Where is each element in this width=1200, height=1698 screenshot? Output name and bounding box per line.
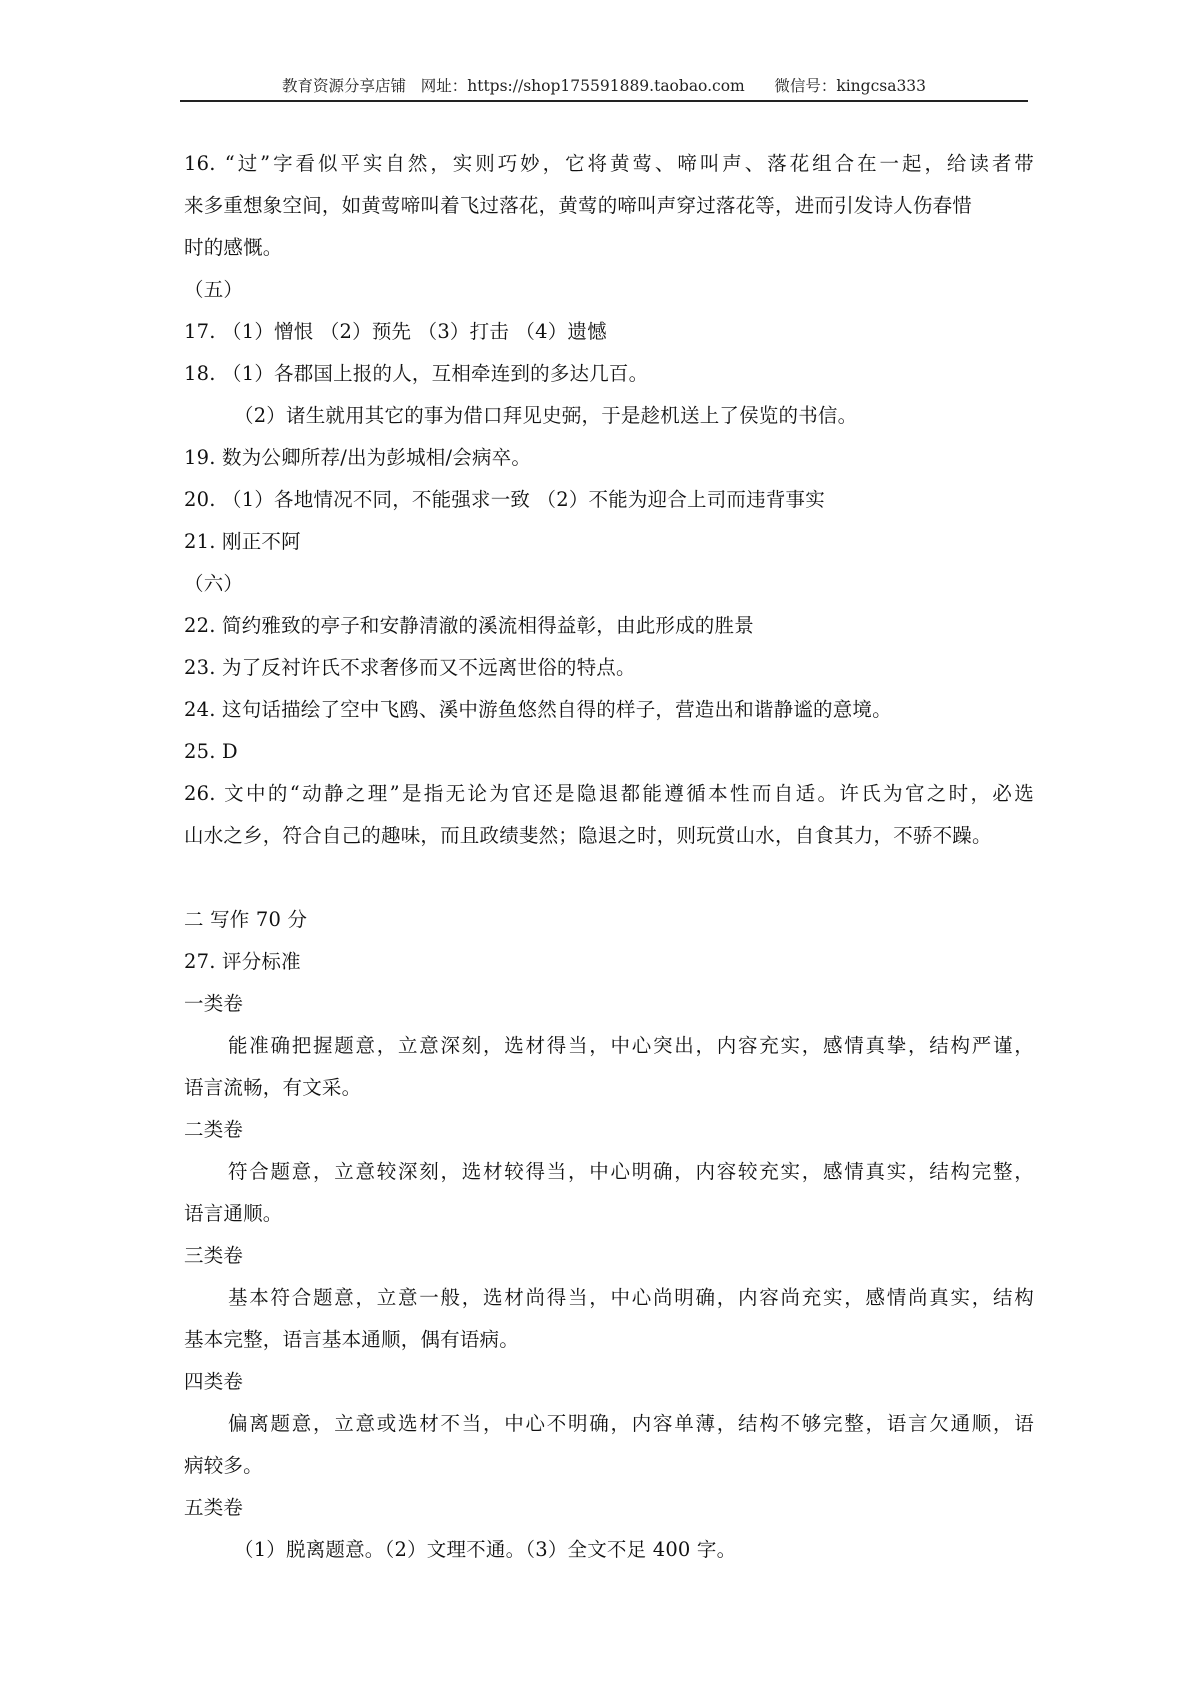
- document-body: [184, 143, 1034, 1571]
- grade-1-line-1: 能准确把握题意，立意深刻，选材得当，中心突出，内容充实，感情真挚，结构严谨，: [228, 1034, 1034, 1057]
- grade-5-line-1: （1）脱离题意。（2）文理不通。（3）全文不足 400 字。: [234, 1538, 737, 1561]
- grade-3-line-2: 基本完整，语言基本通顺，偶有语病。: [184, 1328, 519, 1351]
- answer-24: 24. 这句话描绘了空中飞鸥、溪中游鱼悠然自得的样子，营造出和谐静谧的意境。: [184, 698, 892, 721]
- answer-23: 23. 为了反衬许氏不求奢侈而又不远离世俗的特点。: [184, 656, 636, 679]
- writing-section-heading: 二 写作 70 分: [184, 908, 308, 931]
- grade-4-heading: 四类卷: [184, 1370, 244, 1393]
- grade-4-line-1: 偏离题意，立意或选材不当，中心不明确，内容单薄，结构不够完整，语言欠通顺，语: [228, 1412, 1034, 1435]
- blank-spacer: [184, 857, 1034, 899]
- answer-16-line-2: 来多重想象空间，如黄莺啼叫着飞过落花，黄莺的啼叫声穿过落花等，进而引发诗人伤春惜: [184, 194, 973, 217]
- grade-2-heading: 二类卷: [184, 1118, 244, 1141]
- grade-5-heading: 五类卷: [184, 1496, 244, 1519]
- answer-16-line-3: 时的感慨。: [184, 236, 283, 259]
- answer-18-line-2: （2）诸生就用其它的事为借口拜见史弼，于是趁机送上了侯览的书信。: [234, 404, 858, 427]
- answer-18-line-1: 18. （1）各郡国上报的人，互相牵连到的多达几百。: [184, 362, 649, 385]
- section-6-heading: （六）: [184, 572, 244, 595]
- scoring-criteria-heading: 27. 评分标准: [184, 950, 301, 973]
- answer-21: 21. 刚正不阿: [184, 530, 301, 553]
- section-5-heading: （五）: [184, 278, 244, 301]
- grade-3-heading: 三类卷: [184, 1244, 244, 1267]
- grade-2-line-2: 语言通顺。: [184, 1202, 283, 1225]
- page-header: [180, 62, 1028, 102]
- answer-26-line-2: 山水之乡，符合自己的趣味，而且政绩斐然；隐退之时，则玩赏山水，自食其力，不骄不躁。: [184, 824, 992, 847]
- answer-22: 22. 简约雅致的亭子和安静清澈的溪流相得益彰，由此形成的胜景: [184, 614, 754, 637]
- answer-16-line-1: 16. “过”字看似平实自然，实则巧妙，它将黄莺、啼叫声、落花组合在一起，给读者带: [184, 152, 1034, 175]
- grade-1-line-2: 语言流畅，有文采。: [184, 1076, 362, 1099]
- answer-20: 20. （1）各地情况不同，不能强求一致 （2）不能为迎合上司而违背事实: [184, 488, 825, 511]
- grade-4-line-2: 病较多。: [184, 1454, 263, 1477]
- grade-1-heading: 一类卷: [184, 992, 244, 1015]
- answer-19: 19. 数为公卿所荐/出为彭城相/会病卒。: [184, 446, 532, 469]
- answer-25: 25. D: [184, 740, 238, 763]
- answer-17: 17. （1）憎恨 （2）预先 （3）打击 （4）遗憾: [184, 320, 607, 343]
- header-text: 教育资源分享店铺 网址：https://shop175591889.taobao.com 微信号：kingcsa333: [281, 77, 927, 95]
- answer-26-line-1: 26. 文中的“动静之理”是指无论为官还是隐退都能遵循本性而自适。许氏为官之时，必选: [184, 782, 1034, 805]
- grade-3-line-1: 基本符合题意，立意一般，选材尚得当，中心尚明确，内容尚充实，感情尚真实，结构: [228, 1286, 1034, 1309]
- grade-2-line-1: 符合题意，立意较深刻，选材较得当，中心明确，内容较充实，感情真实，结构完整，: [228, 1160, 1034, 1183]
